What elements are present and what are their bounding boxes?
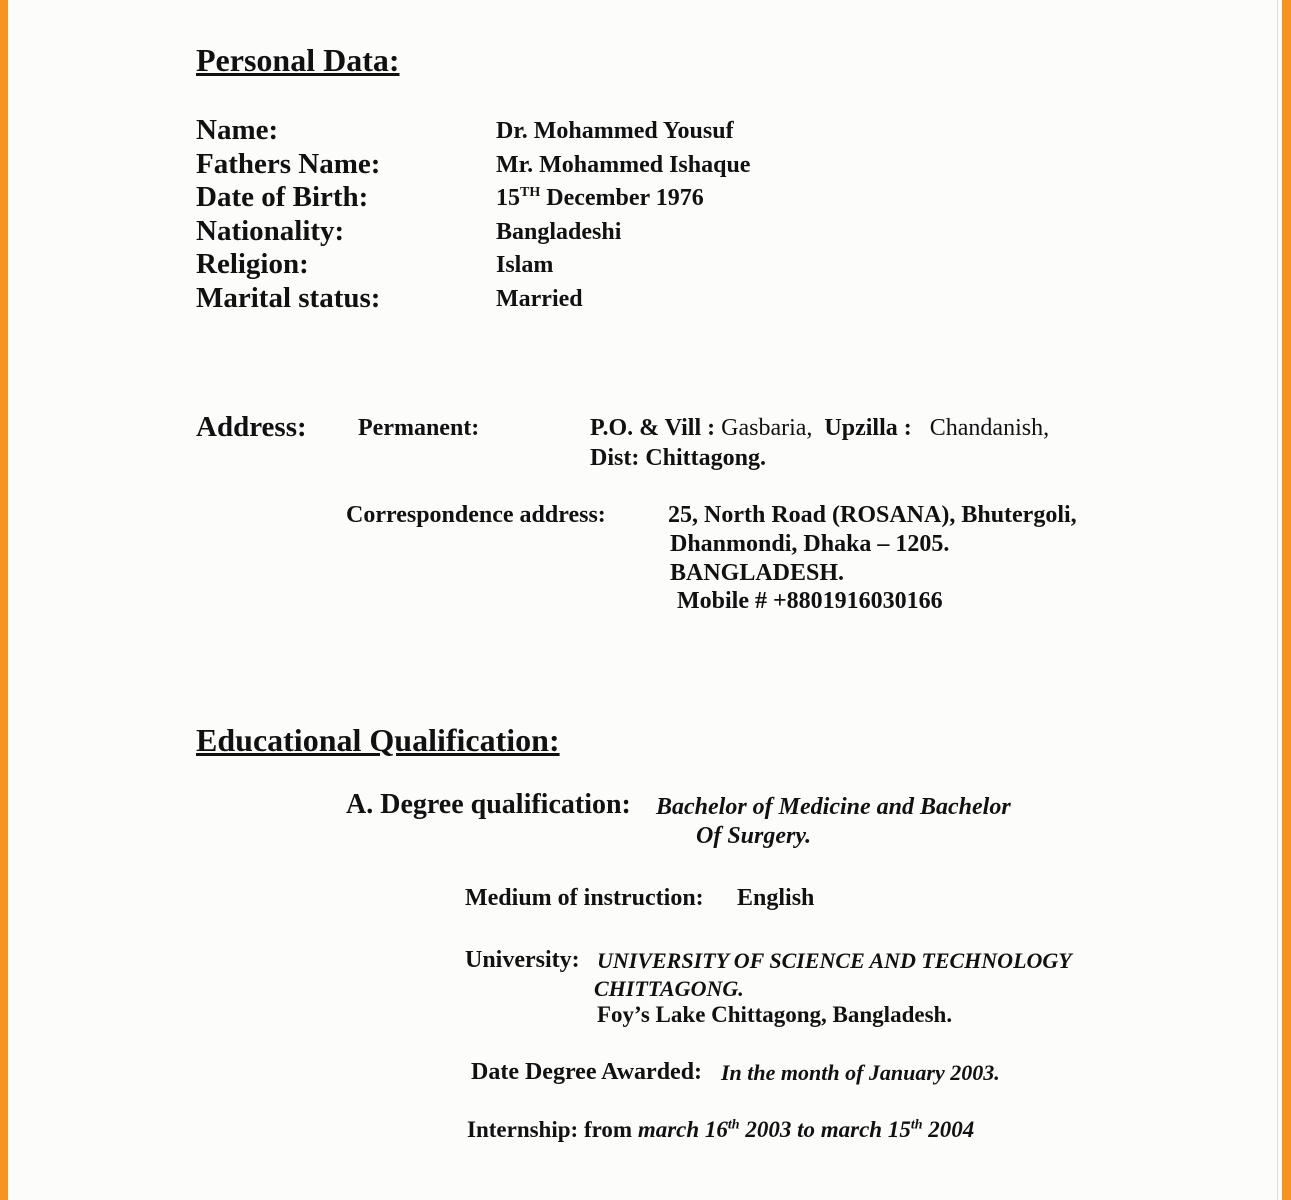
correspondence-label: Correspondence address: [346,502,606,528]
left-orange-border [0,0,8,1200]
medium-value: English [737,885,815,911]
right-inner-line [1277,0,1278,1200]
internship-line: Internship: from march 16th 2003 to march 15th 2004 [467,1117,975,1142]
degree-value-line1: Bachelor of Medicine and Bachelor [656,794,1011,820]
degree-label: A. Degree qualification: [346,789,631,820]
correspondence-line2: Dhanmondi, Dhaka – 1205. [670,531,950,557]
awarded-label: Date Degree Awarded: [471,1059,703,1085]
right-orange-border [1282,0,1291,1200]
nationality-label: Nationality: [196,215,345,247]
fathers-name-value: Mr. Mohammed Ishaque [496,152,751,178]
university-line2: CHITTAGONG. [594,976,744,1001]
permanent-address-line1: P.O. & Vill : Gasbaria, Upzilla : Chandanish, [590,415,1050,441]
fathers-name-label: Fathers Name: [196,148,381,180]
mobile-number: Mobile # +8801916030166 [677,588,943,614]
university-label: University: [465,947,580,973]
nationality-value: Bangladeshi [496,219,622,245]
medium-label: Medium of instruction: [465,885,704,911]
personal-data-heading: Personal Data: [196,42,400,78]
dob-value: 15TH December 1976 [496,185,704,211]
permanent-label: Permanent: [358,415,480,441]
name-value: Dr. Mohammed Yousuf [496,118,734,144]
awarded-value: In the month of January 2003. [721,1060,1000,1085]
correspondence-line3: BANGLADESH. [670,560,845,586]
name-label: Name: [196,114,279,146]
marital-status-label: Marital status: [196,282,381,314]
address-label: Address: [196,411,307,443]
university-line3: Foy’s Lake Chittagong, Bangladesh. [597,1002,953,1027]
religion-label: Religion: [196,248,309,280]
correspondence-line1: 25, North Road (ROSANA), Bhutergoli, [668,502,1077,528]
education-heading: Educational Qualification: [196,722,560,758]
degree-value-line2: Of Surgery. [696,823,812,849]
religion-value: Islam [496,252,554,278]
dob-label: Date of Birth: [196,181,369,213]
marital-status-value: Married [496,286,583,312]
permanent-address-line2: Dist: Chittagong. [590,445,767,471]
university-line1: UNIVERSITY OF SCIENCE AND TECHNOLOGY [597,948,1072,973]
